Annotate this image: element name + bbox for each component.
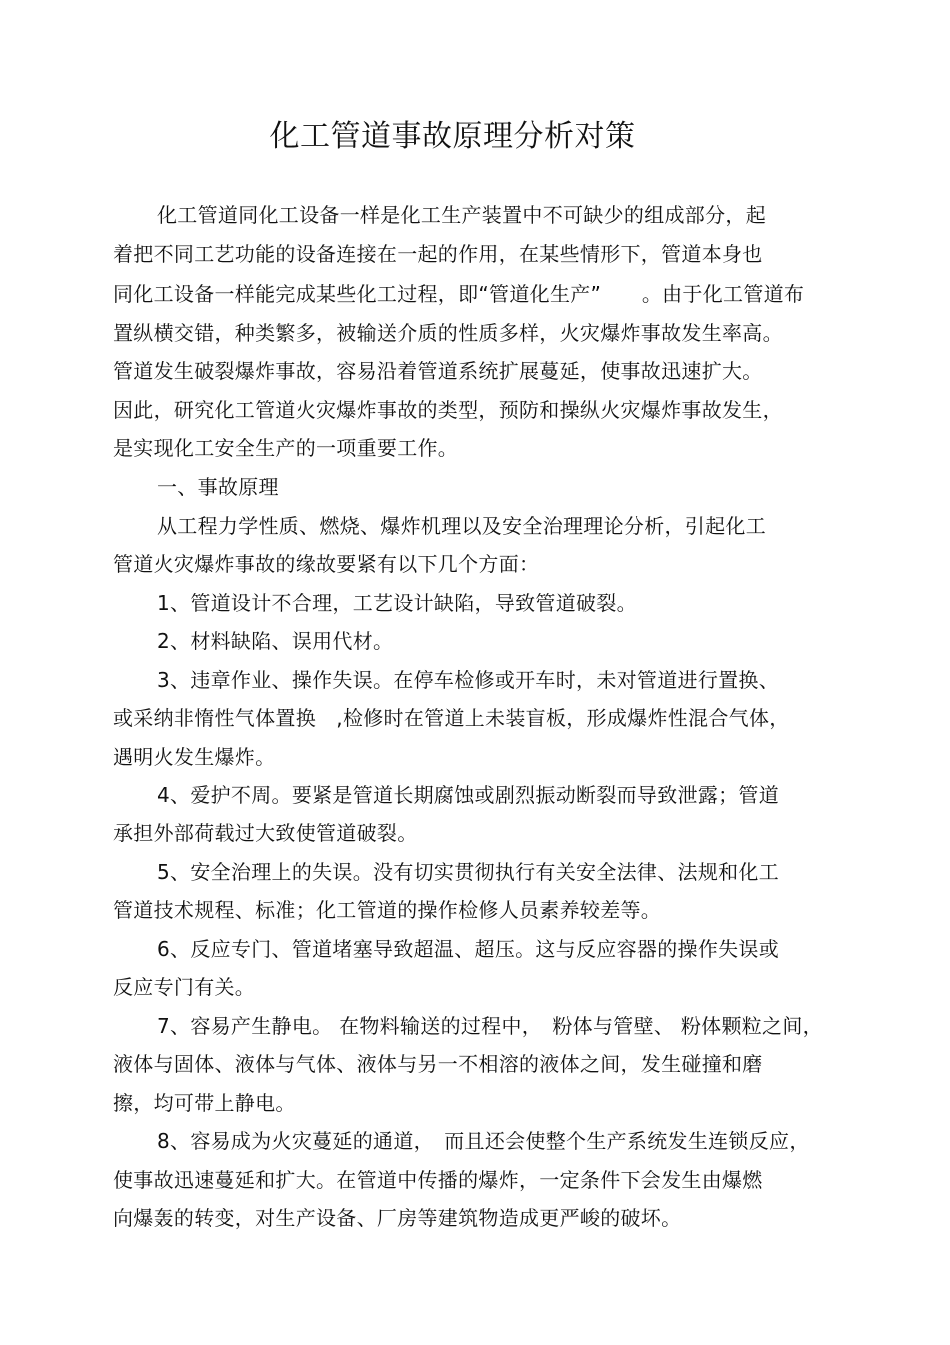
list-item: 7、容易产生静电。 在物料输送的过程中， 粉体与管壁、 粉体颗粒之间， [157,1014,823,1038]
list-item: 5、安全治理上的失误。没有切实贯彻执行有关安全法律、法规和化工 [157,860,780,884]
paragraph-line: 向爆轰的转变，对生产设备、厂房等建筑物造成更严峻的破坏。 [113,1206,682,1230]
paragraph-line: 管道发生破裂爆炸事故，容易沿着管道系统扩展蔓延，使事故迅速扩大。 [113,359,763,383]
paragraph-line: 同化工设备一样能完成某些化工过程，即“管道化生产” 。由于化工管道布 [113,282,805,306]
list-item: 4、爱护不周。要紧是管道长期腐蚀或剧烈振动断裂而导致泄露；管道 [157,783,780,807]
paragraph-line: 因此，研究化工管道火灾爆炸事故的类型，预防和操纵火灾爆炸事故发生， [113,398,783,422]
paragraph-line: 从工程力学性质、燃烧、爆炸机理以及安全治理理论分析，引起化工 [157,514,766,538]
list-item: 8、容易成为火灾蔓延的通道， 而且还会使整个生产系统发生连锁反应， [157,1129,810,1153]
paragraph-line: 着把不同工艺功能的设备连接在一起的作用，在某些情形下，管道本身也 [113,242,763,266]
list-item: 3、违章作业、操作失误。在停车检修或开车时，未对管道进行置换、 [157,668,780,692]
section-heading: 一、事故原理 [157,475,279,499]
paragraph-line: 承担外部荷载过大致使管道破裂。 [113,821,418,845]
paragraph-line: 化工管道同化工设备一样是化工生产装置中不可缺少的组成部分，起 [157,203,766,227]
list-item: 6、反应专门、管道堵塞导致超温、超压。这与反应容器的操作失误或 [157,937,780,961]
paragraph-line: 管道火灾爆炸事故的缘故要紧有以下几个方面： [113,552,540,576]
paragraph-line: 置纵横交错，种类繁多，被输送介质的性质多样，火灾爆炸事故发生率高。 [113,321,783,345]
paragraph-line: 擦，均可带上静电。 [113,1091,296,1115]
document-title: 化工管道事故原理分析对策 [269,119,636,154]
paragraph-line: 管道技术规程、标准；化工管道的操作检修人员素养较差等。 [113,898,662,922]
list-item: 2、材料缺陷、误用代材。 [157,629,394,653]
paragraph-line: 或采纳非惰性气体置换 ,检修时在管道上未装盲板，形成爆炸性混合气体， [113,706,790,730]
list-item: 1、管道设计不合理，工艺设计缺陷，导致管道破裂。 [157,591,637,615]
paragraph-line: 是实现化工安全生产的一项重要工作。 [113,436,459,460]
paragraph-line: 遇明火发生爆炸。 [113,745,276,769]
paragraph-line: 使事故迅速蔓延和扩大。在管道中传播的爆炸，一定条件下会发生由爆燃 [113,1168,763,1192]
paragraph-line: 反应专门有关。 [113,975,256,999]
paragraph-line: 液体与固体、液体与气体、液体与另一不相溶的液体之间，发生碰撞和磨 [113,1052,763,1076]
